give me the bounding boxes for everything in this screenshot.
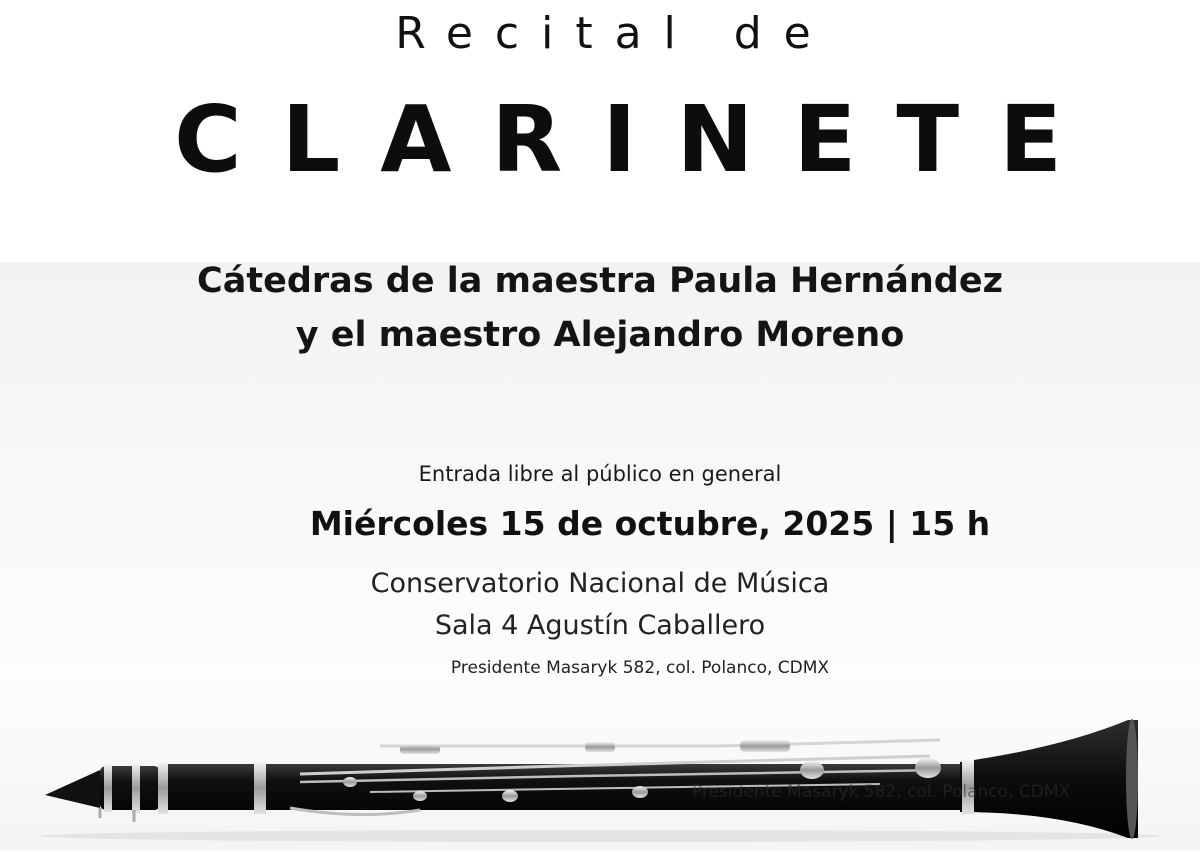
main-title: CLARINETE [174, 86, 1102, 193]
clarinet-image [0, 700, 1200, 851]
venue-address: Presidente Masaryk 582, col. Polanco, CDMX [450, 658, 830, 678]
teachers-line-2: y el maestro Alejandro Moreno [295, 315, 905, 355]
event-date-time: Miércoles 15 de octubre, 2025 | 15 h [309, 504, 991, 543]
teachers-line-1: Cátedras de la maestra Paula Hernández [197, 261, 1003, 301]
venue-room: Sala 4 Agustín Caballero [434, 610, 766, 641]
pretitle: Recital de [395, 8, 833, 59]
clarinet-icon [0, 700, 1200, 851]
address-overlay: Presidente Masaryk 582, col. Polanco, CDMX [692, 782, 1071, 802]
venue-name: Conservatorio Nacional de Música [370, 568, 830, 599]
admission-text: Entrada libre al público en general [418, 462, 782, 486]
teachers-block [0, 254, 1200, 362]
venue-block [0, 563, 1200, 647]
